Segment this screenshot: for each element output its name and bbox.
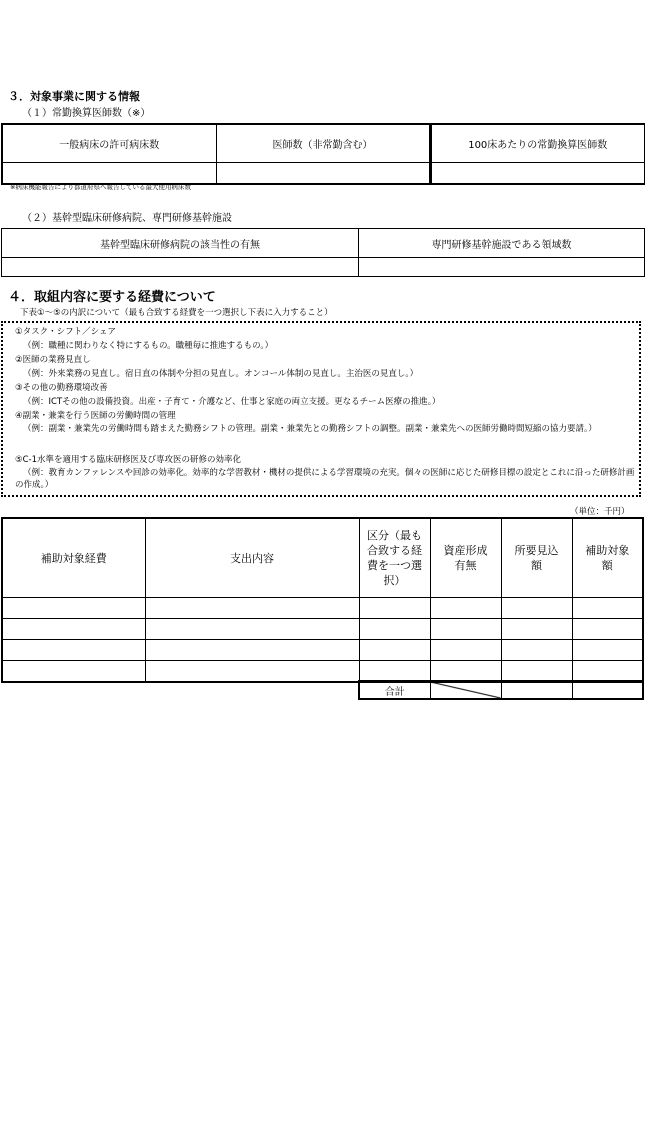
cell-category[interactable] <box>359 640 430 661</box>
cell-expense[interactable] <box>2 640 145 661</box>
section3-sub2: （２）基幹型臨床研修病院、専門研修基幹施設 <box>22 213 232 224</box>
cell-subsidy[interactable] <box>572 619 643 640</box>
header-expense-content: 支出内容 <box>145 518 359 598</box>
cell-subsidy[interactable] <box>572 661 643 683</box>
item-5-example: （例：教育カンファレンスや回診の効率化。効率的な学習教材・機材の提供による学習環境の充実。個々の医師に応じた研修目標の設定とこれに沿った研修計画の作成。） <box>15 468 635 490</box>
cell-content[interactable] <box>145 640 359 661</box>
expense-table <box>1 517 644 683</box>
header-specialty-count: 専門研修基幹施設である領域数 <box>359 229 645 258</box>
training-hospital-table <box>1 228 645 277</box>
header-asset-formation: 資産形成有無 <box>430 518 501 598</box>
cell-subsidy[interactable] <box>572 598 643 619</box>
cell-estimate[interactable] <box>501 598 572 619</box>
cell-expense[interactable] <box>2 598 145 619</box>
item-3-head: ③その他の勤務環境改善 <box>15 383 108 393</box>
item-4-example: （例：副業・兼業先の労働時間も踏まえた勤務シフトの管理。副業・兼業先との勤務シフトの調整。副業・兼業先への医師労働時間短縮の協力要請。） <box>23 424 597 434</box>
cell-asset[interactable] <box>430 640 501 661</box>
category-list-box <box>1 321 641 497</box>
header-training-hospital: 基幹型臨床研修病院の該当性の有無 <box>2 229 359 258</box>
input-training-hospital[interactable] <box>2 258 359 277</box>
doctor-count-table <box>1 123 645 185</box>
total-row-table <box>358 680 644 700</box>
cell-asset[interactable] <box>430 661 501 683</box>
input-general-beds[interactable] <box>2 163 216 185</box>
cell-expense[interactable] <box>2 619 145 640</box>
section4-instruction: 下表①～⑤の内訳について（最も合致する経費を一つ選択し下表に入力すること） <box>20 308 333 318</box>
header-general-beds: 一般病床の許可病床数 <box>2 124 216 163</box>
section4-title: ４．取組内容に要する経費について <box>8 290 216 305</box>
cell-content[interactable] <box>145 619 359 640</box>
cell-asset[interactable] <box>430 598 501 619</box>
header-subsidy-expense: 補助対象経費 <box>2 518 145 598</box>
table-row <box>2 619 643 640</box>
input-doctors-per-100[interactable] <box>430 163 645 185</box>
cell-estimate[interactable] <box>501 661 572 683</box>
table-row <box>2 640 643 661</box>
item-2-head: ②医師の業務見直し <box>15 355 91 365</box>
cell-estimate[interactable] <box>501 640 572 661</box>
cell-expense[interactable] <box>2 661 145 683</box>
table-row <box>2 661 643 683</box>
cell-category[interactable] <box>359 598 430 619</box>
bed-note: ※病床機能報告により都道府県へ報告している最大使用病床数 <box>10 183 191 191</box>
cell-category[interactable] <box>359 661 430 683</box>
item-1-example: （例：職種に関わりなく特にするもの。職種毎に推進するもの。） <box>23 341 274 351</box>
input-doctor-count[interactable] <box>216 163 430 185</box>
item-1-head: ①タスク・シフト／シェア <box>15 327 116 337</box>
cell-content[interactable] <box>145 598 359 619</box>
section3-title: ３．対象事業に関する情報 <box>8 90 140 103</box>
cell-asset[interactable] <box>430 619 501 640</box>
cell-estimate[interactable] <box>501 619 572 640</box>
total-label: 合計 <box>359 681 430 699</box>
table-row <box>2 598 643 619</box>
item-5-head: ⑤C-1水準を適用する臨床研修医及び専攻医の研修の効率化 <box>15 455 242 465</box>
total-subsidy-cell[interactable] <box>572 681 643 699</box>
header-doctors-per-100: 100床あたりの常勤換算医師数 <box>430 124 645 163</box>
item-3-example: （例：ICTその他の設備投資。出産・子育て・介護など、仕事と家庭の両立支援。更なるチーム医療の推進。） <box>23 397 441 407</box>
item-2-example: （例：外来業務の見直し。宿日直の体制や分担の見直し。オンコール体制の見直し。主治医の見直し。） <box>23 369 419 379</box>
header-subsidy-amount: 補助対象額 <box>572 518 643 598</box>
header-category: 区分（最も合致する経費を一つ選択） <box>359 518 430 598</box>
item-4-head: ④副業・兼業を行う医師の労働時間の管理 <box>15 411 176 421</box>
cell-category[interactable] <box>359 619 430 640</box>
input-specialty-count[interactable] <box>359 258 645 277</box>
cell-content[interactable] <box>145 661 359 683</box>
total-estimate-cell[interactable] <box>501 681 572 699</box>
header-estimated-amount: 所要見込額 <box>501 518 572 598</box>
unit-label: （単位：千円） <box>570 507 630 517</box>
header-doctor-count: 医師数（非常勤含む） <box>216 124 430 163</box>
section3-sub1: （１）常勤換算医師数（※） <box>22 108 151 119</box>
total-slash-cell <box>430 681 501 699</box>
cell-subsidy[interactable] <box>572 640 643 661</box>
